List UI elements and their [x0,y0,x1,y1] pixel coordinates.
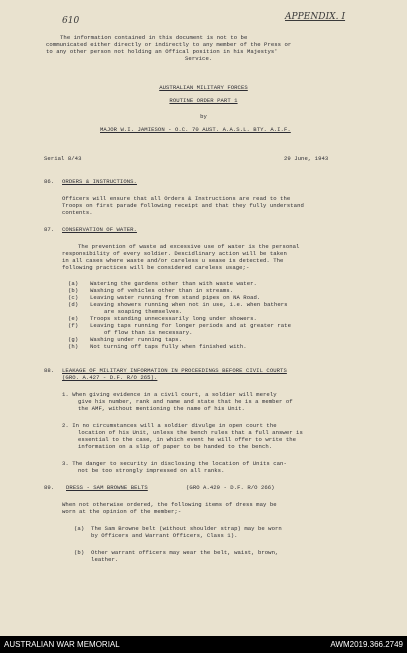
footer-accession-number: AWM2019.366.2749 [330,640,403,649]
list-item-text: are soaping themselves. [104,308,183,315]
list-item-label: (g) [68,336,79,343]
section-title: ORDERS & INSTRUCTIONS. [62,178,137,185]
section-number: 88. [44,367,55,374]
paragraph-line: 2. In no circumstances will a soldier divulge in open court the [62,422,277,429]
list-item-label: (h) [68,343,79,350]
paragraph-line: not be too strongly impressed on all ranks. [78,467,225,474]
notice-line: Service. [185,55,213,62]
list-item-label: (f) [68,322,79,329]
section-body-line: in all cases where waste and/or careless u sease is detected. The [62,257,284,264]
footer-institution: AUSTRALIAN WAR MEMORIAL [4,640,120,649]
paragraph-line: essential to the case, in which event he will offer to write the [78,436,297,443]
section-title: LEAKAGE OF MILITARY INFORMATION IN PROCEEDINGS BEFORE CIVIL COURTS [62,367,287,374]
section-title-ref: (GRO A.429 - D.F. R/O 266) [186,484,275,491]
footer-bar [0,636,407,653]
notice-line: communicated either directly or indirectly to any member of the Press or [46,41,292,48]
list-item-label: (e) [68,315,79,322]
list-item-label: (b) [68,287,79,294]
section-body-line: contents. [62,209,93,216]
section-body-line: following practices will be considered careless usage;- [62,264,250,271]
section-number: 89. [44,484,55,491]
list-item-text: Leaving showers running when not in use, i.e. when bathers [90,301,288,308]
list-item-label: (c) [68,294,79,301]
handwritten-page-number: 610 [62,16,80,26]
section-number: 87. [44,226,55,233]
paragraph-line: 1. When giving evidence in a civil court, a soldier will merely [62,391,277,398]
list-item-text: Troops standing unnecessarily long under showers. [90,315,257,322]
list-item-text: of flow than is necessary. [104,329,193,336]
section-title: DRESS - SAM BROWNE BELTS [66,484,148,491]
subitem-line: by Officers and Warrant Officers, Class 1). [74,532,238,539]
list-item-text: Washing under running taps. [90,336,182,343]
list-item-label: (d) [68,301,79,308]
serial-number: Serial 8/43 [44,155,82,162]
notice-line: to any other person not holding an Offical position in his Majestys' [46,48,278,55]
section-body-line: worn at the opinion of the member;- [62,508,182,515]
header-force: AUSTRALIAN MILITARY FORCES [159,84,248,91]
paragraph-line: 3. The danger to security in disclosing the location of Units can- [62,460,287,467]
list-item-text: Not turning off taps fully when finished with. [90,343,247,350]
paragraph-line: location of his Unit, unless the bench rules that a full answer is [78,429,303,436]
section-title: CONSERVATION OF WATER. [62,226,137,233]
handwritten-appendix-mark: APPENDIX. I [285,12,346,22]
list-item-text: Washing of vehicles other than in streams. [90,287,234,294]
list-item-text: Watering the gardens other than with waste water. [90,280,257,287]
subitem-line: leather. [74,556,119,563]
paragraph-line: information on a slip of paper to be handed to the bench. [78,443,273,450]
section-title-ref: (GRO. A.427 - D.F. R/O 265). [62,374,158,381]
section-body-line: The prevention of waste ad excessive use of water is the personal [78,243,300,250]
header-officer: MAJOR W.I. JAMIESON - O.C. 70 AUST. A.A.S.L. BTY. A.I.F. [100,126,291,133]
paragraph-line: give his number, rank and name and state that he is a member of [78,398,293,405]
notice-line: The information contained in this document is not to be [60,34,248,41]
header-by: by [200,113,207,120]
section-body-line: When not otherwise ordered, the following items of dress may be [62,501,277,508]
list-item-label: (a) [68,280,79,287]
order-date: 29 June, 1943 [284,155,329,162]
section-body-line: responsibility of every soldier. Descidlinary action will be taken [62,250,287,257]
paragraph-line: the AMF, without mentioning the name of his Unit. [78,405,245,412]
section-body-line: Troops on first parade following receipt and that they fully understand [62,202,304,209]
subitem-line: (a) The Sam Browne belt (without shoulder strap) may be worn [74,525,282,532]
subitem-line: (b) Other warrant officers may wear the belt, waist, brown, [74,549,279,556]
header-order-title: ROUTINE ORDER PART 1 [169,97,238,104]
list-item-text: Leaving taps running for longer periods and at greater rate [90,322,292,329]
list-item-text: Leaving water running from stand pipes on NA Road. [90,294,261,301]
section-body-line: Officers will ensure that all Orders & Instructions are read to the [62,195,291,202]
section-number: 86. [44,178,55,185]
